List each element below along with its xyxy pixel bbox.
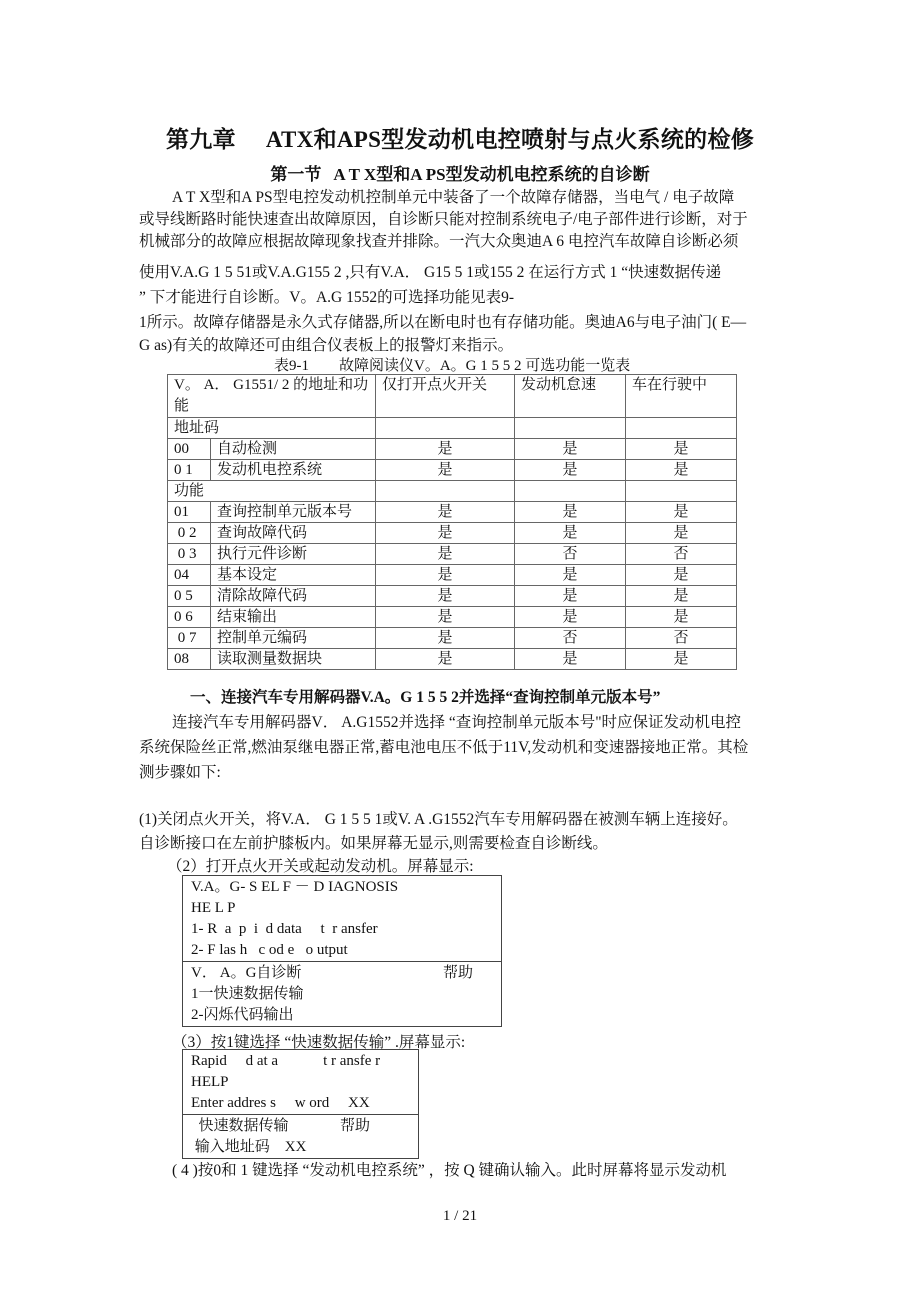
function-table: [167, 374, 737, 670]
row-code: 00: [168, 439, 211, 460]
screen-english-section: [183, 1050, 418, 1114]
section-number: 第一节: [270, 165, 322, 184]
text-line: ” 下才能进行自诊断。V。A.G 1552的可选择功能见表9-: [139, 289, 514, 306]
table-row: [168, 649, 737, 670]
row-code: 0 5: [168, 586, 211, 607]
row-name: 查询故障代码: [211, 523, 376, 544]
table-header-row: [168, 375, 737, 418]
row-idle: 否: [515, 544, 626, 565]
row-code: 0 1: [168, 460, 211, 481]
subsection-heading: 一、连接汽车专用解码器V.A。G 1 5 5 2并选择“查询控制单元版本号”: [190, 689, 661, 706]
table-caption-number: 表9-1: [274, 358, 309, 374]
row-ignition: 是: [376, 439, 515, 460]
screen-title-row: [191, 1116, 410, 1137]
screen-line: 输入地址码 XX: [191, 1139, 307, 1155]
row-ignition: 是: [376, 502, 515, 523]
row-ignition: 是: [376, 649, 515, 670]
text-line: 使用V.A.G 1 5 51或V.A.G155 2 ,只有V.A． G15 5 1或155 2 在运行方式 1 “快速数据传递: [139, 264, 722, 281]
row-driving: 否: [626, 628, 737, 649]
chapter-title: [0, 121, 920, 154]
screen-help: 帮助: [442, 965, 473, 981]
screen-display-1: [182, 875, 502, 1027]
table-row: [168, 544, 737, 565]
table-row: [168, 523, 737, 544]
table-row: [168, 565, 737, 586]
row-ignition: 是: [376, 586, 515, 607]
group-label-function: 功能: [168, 481, 376, 502]
text-line: 1所示。故障存储器是永久式存储器,所以在断电时也有存储功能。奥迪A6与电子油门( E—: [139, 314, 747, 331]
row-idle: 是: [515, 586, 626, 607]
text-line: A T X型和A PS型电控发动机控制单元中装备了一个故障存储器，当电气 / 电子故障: [172, 189, 735, 206]
row-name: 自动检测: [211, 439, 376, 460]
step-2: （2）打开点火开关或起动发动机。屏幕显示:: [167, 858, 474, 875]
row-code: 04: [168, 565, 211, 586]
text-line: 系统保险丝正常,燃油泵继电器正常,蓄电池电压不低于11V,发动机和变速器接地正常。其检: [139, 739, 749, 756]
page-number: 1 / 21: [442, 1208, 478, 1224]
screen-line: Rapid d at a t r ansfe r: [191, 1053, 381, 1069]
row-name: 基本设定: [211, 565, 376, 586]
text-line: 连接汽车专用解码器V． A.G1552并选择 “查询控制单元版本号"时应保证发动机电控: [172, 714, 742, 731]
row-ignition: 是: [376, 607, 515, 628]
row-code: 01: [168, 502, 211, 523]
row-idle: 是: [515, 460, 626, 481]
row-driving: 是: [626, 607, 737, 628]
text-line: 或导线断路时能快速查出故障原因，自诊断只能对控制系统电子/电子部件进行诊断，对于: [139, 211, 748, 228]
row-idle: 是: [515, 439, 626, 460]
row-name: 发动机电控系统: [211, 460, 376, 481]
table-group-row: [168, 418, 737, 439]
screen-chinese-section: [183, 961, 501, 1026]
row-driving: 是: [626, 523, 737, 544]
row-ignition: 是: [376, 544, 515, 565]
row-name: 查询控制单元版本号: [211, 502, 376, 523]
row-driving: 是: [626, 439, 737, 460]
row-name: 清除故障代码: [211, 586, 376, 607]
row-idle: 否: [515, 628, 626, 649]
row-name: 执行元件诊断: [211, 544, 376, 565]
row-name: 控制单元编码: [211, 628, 376, 649]
table-caption-text: 故障阅读仪V。A。G 1 5 5 2 可选功能一览表: [339, 358, 631, 374]
screen-line: 2- F las h c od e o utput: [191, 942, 348, 958]
screen-line: Enter addres s w ord XX: [191, 1095, 370, 1111]
row-idle: 是: [515, 565, 626, 586]
row-driving: 是: [626, 586, 737, 607]
section-title-text: A T X型和A PS型发动机电控系统的自诊断: [333, 165, 650, 184]
header-idle: 发动机怠速: [515, 375, 626, 418]
row-name: 结束输出: [211, 607, 376, 628]
table-row: [168, 586, 737, 607]
chapter-number: 第九章: [165, 127, 236, 152]
screen-title-row: [191, 963, 493, 984]
row-name: 读取测量数据块: [211, 649, 376, 670]
text-line: 自诊断接口在左前护膝板内。如果屏幕无显示,则需要检查自诊断线。: [139, 835, 608, 852]
row-idle: 是: [515, 649, 626, 670]
row-ignition: 是: [376, 523, 515, 544]
header-driving: 车在行驶中: [626, 375, 737, 418]
table-row: [168, 628, 737, 649]
table-row: [168, 439, 737, 460]
table-group-row: [168, 481, 737, 502]
header-ignition-only: 仅打开点火开关: [376, 375, 515, 418]
row-code: 0 3: [168, 544, 211, 565]
screen-english-section: [183, 876, 501, 961]
row-driving: 是: [626, 460, 737, 481]
row-driving: 否: [626, 544, 737, 565]
text-line: G as)有关的故障还可由组合仪表板上的报警灯来指示。: [139, 337, 514, 354]
screen-title: V． A。G自诊断: [191, 965, 302, 981]
screen-title: 快速数据传输: [191, 1118, 289, 1134]
row-code: 0 6: [168, 607, 211, 628]
step-4: ( 4 )按0和 1 键选择 “发动机电控系统” ，按 Q 键确认输入。此时屏幕将显示发动机: [172, 1162, 727, 1179]
screen-line: HELP: [191, 1074, 229, 1090]
header-address-function: V。 A． G1551/ 2 的地址和功能: [168, 375, 376, 418]
screen-line: 1一快速数据传输: [191, 986, 304, 1002]
row-idle: 是: [515, 523, 626, 544]
row-code: 08: [168, 649, 211, 670]
row-driving: 是: [626, 649, 737, 670]
text-line: (1)关闭点火开关，将V.A． G 1 5 5 1或V. A .G1552汽车专用解码器在被测车辆上连接好。: [139, 811, 738, 828]
screen-line: 1- R a p i d data t r ansfer: [191, 921, 378, 937]
table-row: [168, 460, 737, 481]
screen-line: 2-闪烁代码输出: [191, 1007, 294, 1023]
row-code: 0 2: [168, 523, 211, 544]
row-driving: 是: [626, 502, 737, 523]
row-ignition: 是: [376, 565, 515, 586]
chapter-title-text: ATX和APS型发动机电控喷射与点火系统的检修: [265, 127, 755, 152]
row-code: 0 7: [168, 628, 211, 649]
row-driving: 是: [626, 565, 737, 586]
screen-chinese-section: [183, 1114, 418, 1158]
screen-line: V.A。G- S EL F － D IAGNOSIS: [191, 879, 399, 895]
step-3: （3）按1键选择 “快速数据传输” .屏幕显示:: [172, 1034, 466, 1051]
section-title: [0, 160, 920, 185]
table-caption: [274, 354, 630, 375]
screen-display-2: [182, 1049, 419, 1159]
text-line: 机械部分的故障应根据故障现象找查并排除。一汽大众奥迪A 6 电控汽车故障自诊断必须: [139, 233, 739, 250]
row-ignition: 是: [376, 628, 515, 649]
screen-line: HE L P: [191, 900, 236, 916]
table-row: [168, 607, 737, 628]
row-ignition: 是: [376, 460, 515, 481]
text-line: 测步骤如下:: [139, 764, 221, 781]
screen-help: 帮助: [339, 1118, 370, 1134]
row-idle: 是: [515, 607, 626, 628]
table-row: [168, 502, 737, 523]
row-idle: 是: [515, 502, 626, 523]
group-label-address: 地址码: [168, 418, 376, 439]
